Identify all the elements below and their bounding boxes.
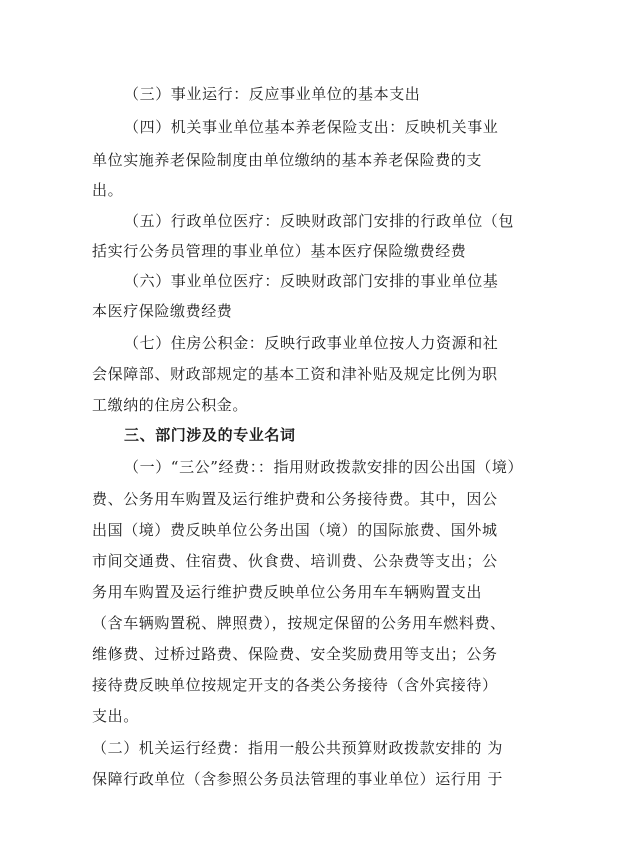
paragraph-line: （七）住房公积金：反映行政事业单位按人力资源和社 xyxy=(124,334,499,352)
paragraph-line: 出。 xyxy=(92,181,124,199)
paragraph-line: （含车辆购置税、牌照费），按规定保留的公务用车燃料费、 xyxy=(92,614,506,632)
paragraph-line: 支出。 xyxy=(92,707,139,725)
paragraph-line: 本医疗保险缴费经费 xyxy=(92,302,233,320)
paragraph-line: （二）机关运行经费：指用一般公共预算财政拨款安排的 为 xyxy=(92,739,503,757)
paragraph-line: （一）“三公”经费：：指用财政拨款安排的因公出国（境） xyxy=(124,458,524,476)
paragraph-line: （六）事业单位医疗：反映财政部门安排的事业单位基 xyxy=(124,272,499,290)
paragraph-line: 市间交通费、住宿费、伙食费、培训费、公杂费等支出；公 xyxy=(92,552,498,570)
paragraph-line: 保障行政单位（含参照公务员法管理的事业单位）运行用 于 xyxy=(92,770,503,788)
paragraph-line: 会保障部、财政部规定的基本工资和津补贴及规定比例为职 xyxy=(92,365,498,383)
paragraph-line: （四）机关事业单位基本养老保险支出：反映机关事业 xyxy=(124,118,499,136)
paragraph-line: （三）事业运行：反应事业单位的基本支出 xyxy=(124,85,421,103)
paragraph-line: 括实行公务员管理的事业单位）基本医疗保险缴费经费 xyxy=(92,242,467,260)
paragraph-line: 务用车购置及运行维护费反映单位公务用车车辆购置支出 xyxy=(92,583,483,601)
paragraph-line: （五）行政单位医疗：反映财政部门安排的行政单位（包 xyxy=(124,212,515,230)
paragraph-line: 单位实施养老保险制度由单位缴纳的基本养老保险费的支 xyxy=(92,151,483,169)
paragraph-line: 出国（境）费反映单位公务出国（境）的国际旅费、国外城 xyxy=(92,521,498,539)
paragraph-line: 费、公务用车购置及运行维护费和公务接待费。其中，因公 xyxy=(92,490,498,508)
section-heading: 三、部门涉及的专业名词 xyxy=(124,426,296,444)
paragraph-line: 接待费反映单位按规定开支的各类公务接待（含外宾接待） xyxy=(92,676,498,694)
paragraph-line: 工缴纳的住房公积金。 xyxy=(92,396,249,414)
paragraph-line: 维修费、过桥过路费、保险费、安全奖励费用等支出；公务 xyxy=(92,645,498,663)
